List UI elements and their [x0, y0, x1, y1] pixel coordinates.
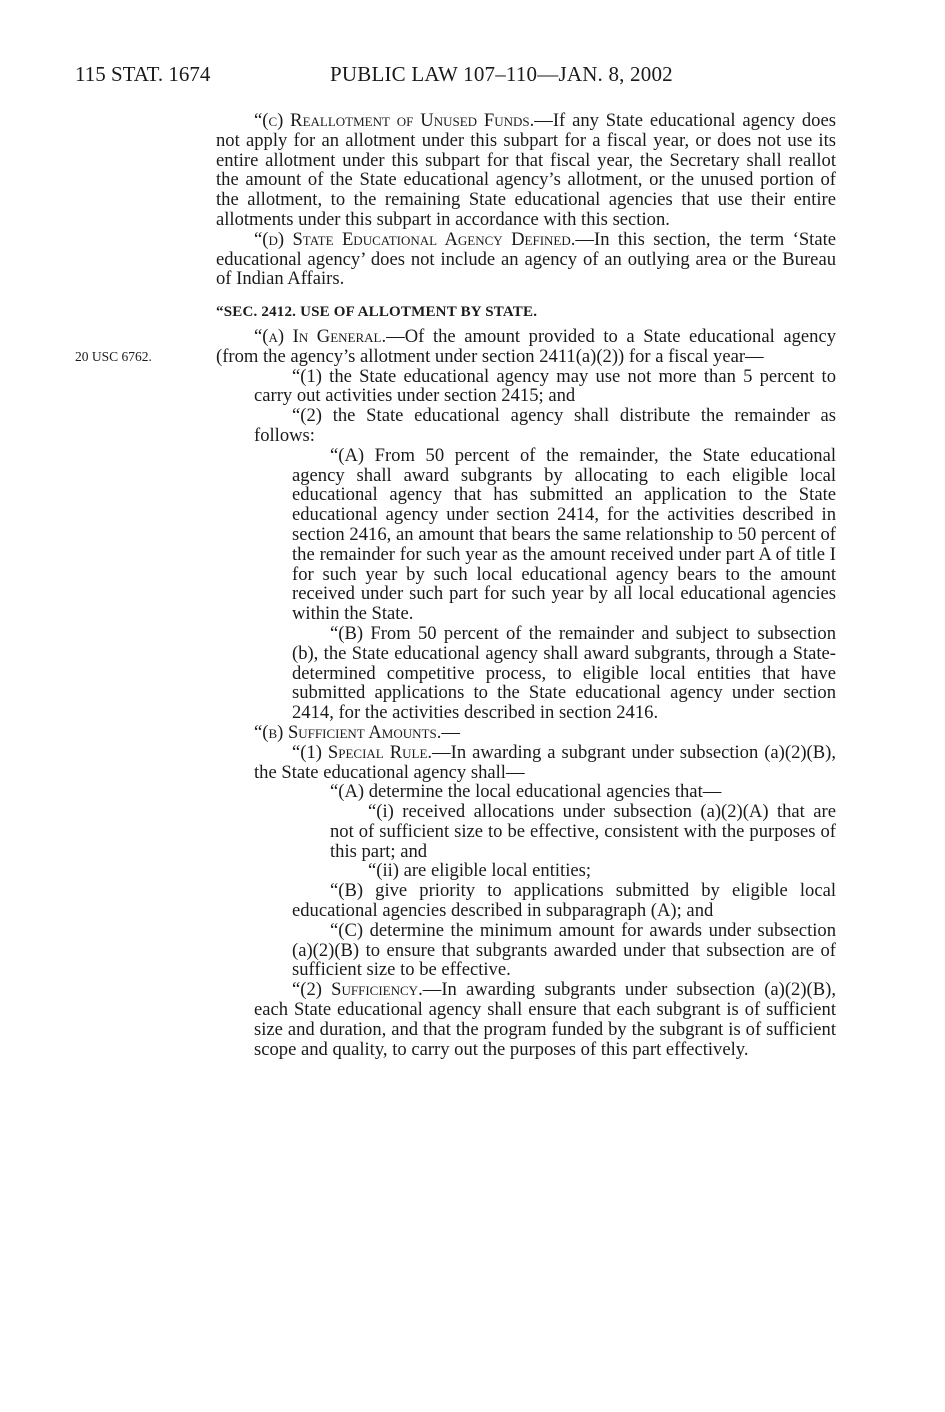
section-heading: “SEC. 2412. USE OF ALLOTMENT BY STATE. [216, 304, 538, 321]
paragraph-a-heading: “(a) In General. [254, 325, 387, 347]
paragraph-b2-heading: “(2) Sufficiency. [292, 979, 423, 1001]
paragraph-a2B: “(B) From 50 percent of the remainder and subject to subsection (b), the State educational agency shall award subgrants, through a State-determined competitive process, to eligible local entities that have submitted applications to the State educational agency under section 2414, for the activities described in section 2416. [292, 622, 836, 724]
paragraph-b1Ai: “(i) received allocations under subsection (a)(2)(A) that are not of sufficient size to be effective, consistent with the purposes of this part; and [330, 801, 836, 862]
page-reference: 115 STAT. 1674 [75, 62, 211, 86]
paragraph-a [216, 327, 836, 367]
paragraph-c [216, 111, 836, 230]
paragraph-d-text: —In this section, the term ‘State educational agency’ does not include an agency of an outlying area or the Bureau of Indian Affairs. [216, 228, 836, 290]
margin-citation: 20 USC 6762. [75, 349, 152, 364]
paragraph-b-heading: “(b) Sufficient Amounts. [254, 721, 442, 743]
paragraph-a2: “(2) the State educational agency shall distribute the remainder as follows: [254, 405, 836, 446]
paragraph-c-text: —If any State educational agency does not apply for an allotment under this subpart for a fiscal year, or does not use its entire allotment under this subpart for that fiscal year, the Secretary shall reallot the amount of the State educational agency’s allotment, or the unused portion of the allotment, to the remaining State educational agencies that use their entire allotments under this subpart in accordance with this section. [216, 110, 836, 230]
paragraph-b1A: “(A) determine the local educational agencies that— [330, 781, 722, 803]
paragraph-b1-heading: “(1) Special Rule. [292, 741, 433, 763]
paragraph-b [216, 723, 836, 743]
paragraph-b1-text: —In awarding a subgrant under subsection (a)(2)(B), the State educational agency shall— [254, 741, 836, 783]
running-header: PUBLIC LAW 107–110—JAN. 8, 2002 [330, 62, 673, 86]
paragraph-b-dash: — [441, 721, 460, 743]
paragraph-a1: “(1) the State educational agency may use not more than 5 percent to carry out activities under section 2415; and [254, 365, 836, 407]
statute-text [216, 111, 836, 1059]
paragraph-b1Aii: “(ii) are eligible local entities; [368, 860, 592, 882]
paragraph-d [216, 230, 836, 289]
paragraph-a-text: —Of the amount provided to a State educational agency (from the agency’s allotment under section 2411(a)(2)) for a fiscal year— [216, 325, 836, 367]
paragraph-a2A: “(A) From 50 percent of the remainder, the State educational agency shall award subgrants by allocating to each eligible local educational agency that has submitted an application to the State educational agency under section 2414, for the activities described in section 2416, an amount that bears the same relationship to 50 percent of the remainder for such year as the amount received under part A of title I for such year by such local educational agency bears to the amount received under such part for such year by all local educational agencies within the State. [292, 444, 836, 625]
paragraph-c-heading: “(c) Reallotment of Unused Funds. [254, 110, 535, 131]
paragraph-b1C: “(C) determine the minimum amount for awards under subsection (a)(2)(B) to ensure that subgrants awarded under that subsection are of sufficient size to be effective. [292, 919, 836, 981]
paragraph-d-heading: “(d) State Educational Agency Defined. [254, 228, 576, 250]
paragraph-b2 [216, 980, 836, 1059]
paragraph-b1B: “(B) give priority to applications submitted by eligible local educational agencies described in subparagraph (A); and [292, 880, 836, 922]
paragraph-b1 [216, 743, 836, 783]
paragraph-b2-text: —In awarding subgrants under subsection (a)(2)(B), each State educational agency shall ensure that each subgrant is of sufficient size and duration, and that the program funded by the subgrant is of sufficient scope and quality, to carry out the purposes of this part effectively. [254, 979, 836, 1060]
